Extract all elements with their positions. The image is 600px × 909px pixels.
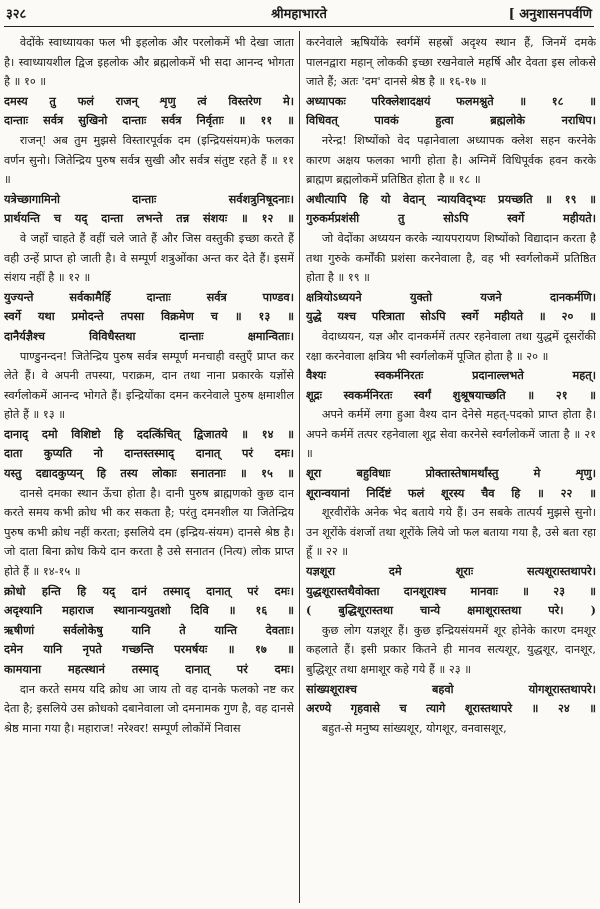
column-divider <box>299 31 300 903</box>
sanskrit-verse-line: दमेन यानि नृपते गच्छन्ति परमर्षयः ॥ १७ ॥ <box>4 642 294 657</box>
sanskrit-verse-line: यज्ञशूरा दमे शूराः सत्यशूरास्तथापरे। <box>306 564 596 579</box>
sanskrit-verse-line: विधिवत् पावकं हुत्वा ब्रह्मलोके नराधिप। <box>306 113 596 128</box>
sanskrit-verse-line: स्वर्गे यथा प्रमोदन्ते तपसा विक्रमेण च ॥ १३ ॥ <box>4 309 294 324</box>
hindi-translation-paragraph: कुछ लोग यज्ञशूर हैं। कुछ इन्द्रियसंयममें शूर होनेके कारण दमशूर कहलाते हैं। इसी प्रकार कितने ही मानव सत्यशूर, युद्धशूर, दानशूर, बुद्धिशूर तथा क्षमाशूर कहे गये हैं ॥ २३ ॥ <box>306 623 596 676</box>
hindi-translation-paragraph: शूरवीरोंके अनेक भेद बताये गये हैं। उन सबके तात्पर्य मुझसे सुनो। उन शूरोंके वंशजों तथा शूरोंके लिये जो फल बताया गया है, उसे बता रहा हूँ ॥ २२ ॥ <box>306 506 596 559</box>
sanskrit-verse-line: दानाद् दमो विशिष्टो हि ददत्किंचित् द्विजातये ॥ १४ ॥ <box>4 426 294 441</box>
sanskrit-verse-line: सांख्यशूराश्च बहवो योगशूरास्तथापरे। <box>306 681 596 696</box>
hindi-translation-paragraph: पाण्डुनन्दन! जितेन्द्रिय पुरुष सर्वत्र सम्पूर्ण मनचाही वस्तुएँ प्राप्त कर लेते हैं। वे अपनी तपस्या, पराक्रम, दान तथा नाना प्रकारके यज्ञोंसे स्वर्गलोकमें आनन्द भोगते हैं। इन्द्रियोंका दमन करनेवाले पुरुष क्षमाशील होते हैं ॥ १३ ॥ <box>4 349 294 422</box>
sanskrit-verse-line: यत्रेच्छागामिनो दान्ताः सर्वशत्रुनिषूदनाः। <box>4 191 294 206</box>
page-number: ३२८ <box>6 7 27 22</box>
hindi-translation-paragraph: जो वेदोंका अध्ययन करके न्यायपरायण शिष्योंको विद्यादान करता है तथा गुरुके कर्मोंकी प्रशंसा करनेवाला है, वह भी स्वर्गलोकमें प्रतिष्ठित होता है ॥ १९ ॥ <box>306 231 596 285</box>
hindi-translation-paragraph: दान करते समय यदि क्रोध आ जाय तो वह दानके फलको नष्ट कर देता है; इसलिये उस क्रोधको दबानेवाला जो दमनामक गुण है, वह दानसे श्रेष्ठ माना गया है। महाराज! नरेश्वर! सम्पूर्ण लोकोंमें निवास <box>4 682 294 735</box>
sanskrit-verse-line: युज्यन्ते सर्वकामैर्हि दान्ताः सर्वत्र पाण्डव। <box>4 289 294 304</box>
sanskrit-verse-line: अरण्ये गृहवासे च त्यागे शूरास्तथापरे ॥ २४ ॥ <box>306 701 596 716</box>
sanskrit-verse-line: दानैर्यज्ञैश्च विविधैस्तथा दान्ताः क्षमान्विताः। <box>4 328 294 343</box>
page-header <box>4 4 594 27</box>
hindi-translation-paragraph: बहुत-से मनुष्य सांख्यशूर, योगशूर, वनवासशूर, <box>321 721 507 735</box>
sanskrit-verse-line: कामयाना महत्स्थानं तस्माद् दानात् परं दमः। <box>4 662 294 676</box>
hindi-translation-paragraph: नरेन्द्र! शिष्योंको वेद पढ़ानेवाला अध्यापक क्लेश सहन करनेके कारण अक्षय फलका भागी होता है। अग्निमें विधिपूर्वक हवन करके ब्राह्मण ब्रह्मलोकमें प्रतिष्ठित होता है ॥ १८ ॥ <box>306 133 596 187</box>
section-title: [ अनुशासनपर्वणि <box>508 7 592 22</box>
sanskrit-verse-line: वैश्यः स्वकर्मनिरतः प्रदानाल्लभते महत्। <box>306 368 596 383</box>
hindi-translation-paragraph: राजन्! अब तुम मुझसे विस्तारपूर्वक दम (इन्द्रियसंयम)के फलका वर्णन सुनो। जितेन्द्रिय पुरुष सर्वत्र सुखी और सर्वत्र संतुष्ट रहते हैं ॥ ११ ॥ <box>4 133 294 187</box>
sanskrit-verse-line: क्रोधो हन्ति हि यद् दानं तस्माद् दानात् परं दमः। <box>4 583 294 598</box>
sanskrit-verse-line: यस्तु दद्यादकुप्यन् हि तस्य लोकाः सनातनाः ॥ १५ ॥ <box>4 466 294 481</box>
continued-paragraph: करनेवाले ऋषियोंके स्वर्गमें सहस्रों अदृश्य स्थान हैं, जिनमें दमके पालनद्वारा महान् लोककी इच्छा रखनेवाले महर्षि और देवता इस लोकसे जाते हैं; अतः 'दम' दानसे श्रेष्ठ है ॥ १६-१७ ॥ <box>306 36 596 89</box>
sanskrit-verse-line: गुरुकर्मप्रशंसी तु सोऽपि स्वर्गे महीयते। <box>306 211 596 226</box>
sanskrit-verse-line: अधीत्यापि हि यो वेदान् न्यायविद्भ्यः प्रयच्छति ॥ १९ ॥ <box>306 191 596 206</box>
sanskrit-verse-line: प्रार्थयन्ति च यद् दान्ता लभन्ते तन्न संशयः ॥ १२ ॥ <box>4 211 294 226</box>
sanskrit-verse-line: शूद्रः स्वकर्मनिरतः स्वर्गं शुश्रूषयाच्छति ॥ २१ ॥ <box>306 387 596 402</box>
sanskrit-verse-line: अदृश्यानि महाराज स्थानान्ययुतशो दिवि ॥ १६ ॥ <box>4 603 294 618</box>
sanskrit-verse-line: क्षत्रियोऽध्ययने युक्तो यजने दानकर्मणि। <box>306 289 596 304</box>
left-column <box>4 33 294 905</box>
sanskrit-verse-line: दमस्य तु फलं राजन् शृणु त्वं विस्तरेण मे। <box>4 93 294 108</box>
sanskrit-verse-line: अध्यापकः परिक्लेशादक्षयं फलमश्नुते ॥ १८ ॥ <box>306 93 596 108</box>
hindi-translation-paragraph: वे जहाँ चाहते हैं वहीं चले जाते हैं और जिस वस्तुकी इच्छा करते हैं वही उन्हें प्राप्त हो जाती है। वे सम्पूर्ण शत्रुओंका अन्त कर देते हैं। इसमें संशय नहीं है ॥ १२ ॥ <box>4 231 294 285</box>
sanskrit-verse-line: दान्ताः सर्वत्र सुखिनो दान्ताः सर्वत्र निर्वृताः ॥ ११ ॥ <box>4 113 294 128</box>
sanskrit-verse-line: युद्धे यश्च परित्राता सोऽपि स्वर्गे महीयते ॥ २० ॥ <box>306 309 596 324</box>
sanskrit-verse-line: ( बुद्धिशूरास्तथा चान्ये क्षमाशूरास्तथा परे। ) <box>306 603 596 618</box>
sanskrit-verse-line: शूरा बहुविधाः प्रोक्तास्तेषामर्थांस्तु मे शृणु। <box>306 466 596 481</box>
hindi-translation-paragraph: दानसे दमका स्थान ऊँचा होता है। दानी पुरुष ब्राह्मणको कुछ दान करते समय कभी क्रोध भी कर सकता है; परंतु दमनशील या जितेन्द्रिय पुरुष कभी क्रोध नहीं करता; इसलिये दम (इन्द्रिय-संयम) दानसे श्रेष्ठ है। जो दाता बिना क्रोध किये दान करता है उसे सनातन (नित्य) लोक प्राप्त होते हैं ॥ १४-१५ ॥ <box>4 486 294 579</box>
hindi-translation-paragraph: अपने कर्ममें लगा हुआ वैश्य दान देनेसे महत्-पदको प्राप्त होता है। अपने कर्ममें तत्पर रहनेवाला शूद्र सेवा करनेसे स्वर्गलोकमें जाता है ॥ २१ ॥ <box>306 408 596 461</box>
sanskrit-verse-line: शूरान्वयानां निर्दिष्टं फलं शूरस्य चैव हि ॥ २२ ॥ <box>306 485 596 500</box>
sanskrit-verse-line: ऋषीणां सर्वलोकेषु यानि ते यान्ति देवताः। <box>4 622 294 637</box>
sanskrit-verse-line: युद्धशूरास्तथैवोक्ता दानशूराश्च मानवाः ॥ २३ ॥ <box>306 583 596 598</box>
sanskrit-verse-line: दाता कुप्यति नो दान्तस्तस्माद् दानात् परं दमः। <box>4 446 294 461</box>
hindi-translation-paragraph: वेदोंके स्वाध्यायका फल भी इहलोक और परलोकमें भी देखा जाता है। स्वाध्यायशील द्विज इहलोक और ब्रह्मलोकमें भी सदा आनन्द भोगता है ॥ १० ॥ <box>4 36 294 89</box>
book-title: श्रीमहाभारते <box>271 7 327 22</box>
right-column <box>306 33 596 905</box>
hindi-translation-paragraph: वेदाध्ययन, यज्ञ और दानकर्ममें तत्पर रहनेवाला तथा युद्धमें दूसरोंकी रक्षा करनेवाला क्षत्रिय भी स्वर्गलोकमें पूजित होता है ॥ २० ॥ <box>306 329 596 363</box>
